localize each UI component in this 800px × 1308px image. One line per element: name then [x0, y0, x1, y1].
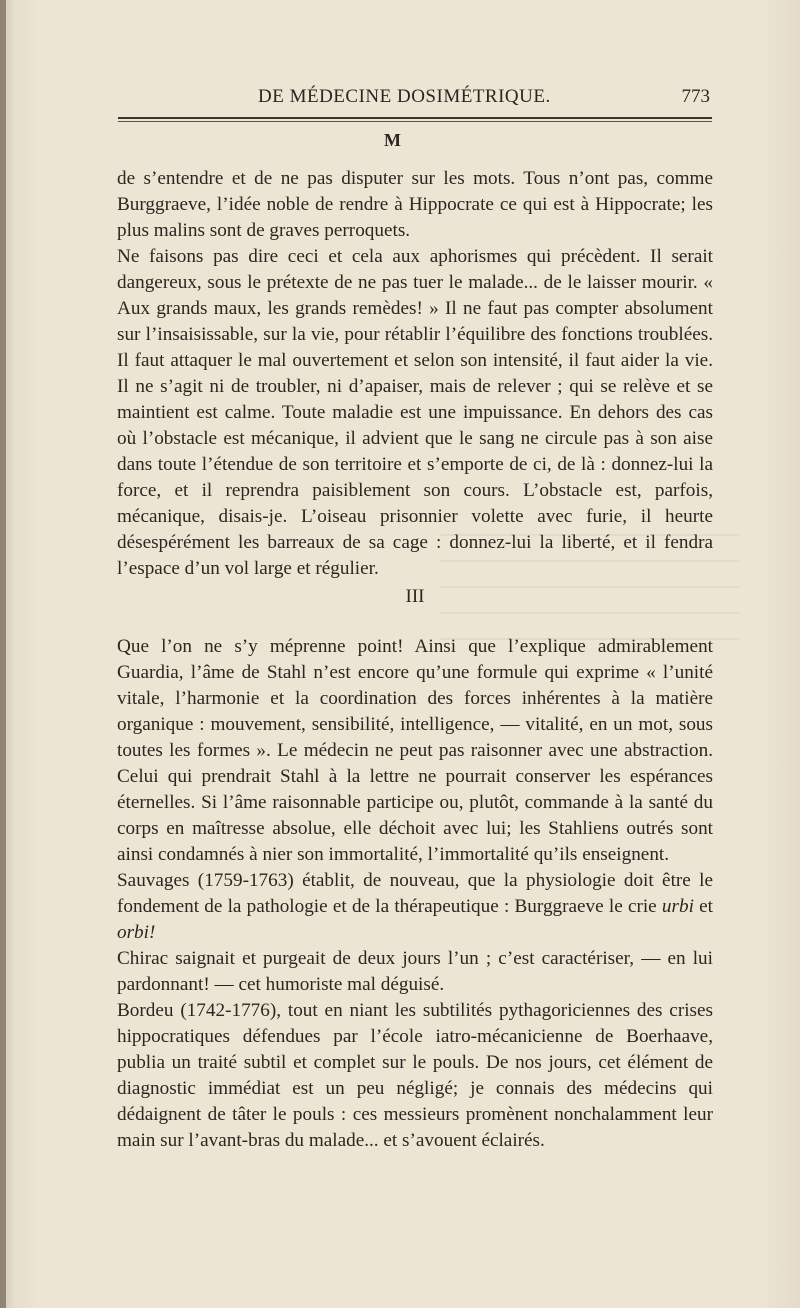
header-rule-thick [118, 117, 712, 119]
italic-urbi: urbi [661, 896, 694, 917]
body-text [117, 166, 713, 1154]
italic-orbi: orbi! [117, 922, 156, 943]
sauvages-text: Sauvages (1759-1763) établit, de nouveau, que la physiologie doit être le fondement de la pathologie et de la thérapeutique : Burggraeve le crie [117, 870, 713, 917]
page-number: 773 [681, 86, 710, 107]
page-header [118, 84, 712, 114]
paragraph: Chirac saignait et purgeait de deux jours l’un ; c’est caractériser, — en lui pardonnant! — cet humoriste mal déguisé. [117, 948, 713, 995]
paragraph-sauvages [117, 868, 713, 946]
paragraph: Que l’on ne s’y méprenne point! Ainsi que l’explique admirablement Guardia, l’âme de Stahl n’est encore qu’une formule qui exprime « l’unité vitale, l’harmonie et la coordination des forces inhérentes à la matière organique : mouvement, sensibilité, intelligence, — vitalité, en un mot, sous toutes les formes ». Le médecin ne peut pas raisonner avec une abstraction. Celui qui prendrait Stahl à la lettre ne pourrait conserver les espérances éternelles. Si l’âme raisonnable participe ou, plutôt, commande à la santé du corps en maîtresse absolue, elle déchoit avec lui; les Stahliens outrés sont ainsi condamnés à nier son immortalité, l’immortalité qu’ils enseignent. [117, 636, 713, 865]
section-number: III [405, 586, 425, 607]
header-rule-thin [118, 121, 712, 122]
section-marker: M [384, 130, 401, 150]
paragraph: de s’entendre et de ne pas disputer sur les mots. Tous n’ont pas, comme Burggraeve, l’idée noble de rendre à Hippocrate ce qui est à Hippocrate; les plus malins sont de graves perroquets. [117, 168, 713, 241]
paragraph: Bordeu (1742-1776), tout en niant les subtilités pythagoriciennes des crises hippocratiques défendues par l’école iatro-mécanicienne de Boerhaave, publia un traité subtil et complet sur le pouls. De nos jours, cet élément de diagnostic immédiat est un peu négligé; je connais des médecins qui dédaignent de tâter le pouls : ces messieurs promènent nonchalamment leur main sur l’avant-bras du malade... et s’avouent éclairés. [117, 1000, 713, 1151]
paragraph: Ne faisons pas dire ceci et cela aux aphorismes qui précèdent. Il serait dangereux, sous le prétexte de ne pas tuer le malade... de le laisser mourir. « Aux grands maux, les grands remèdes! » Il ne faut pas compter absolument sur l’insaisissable, sur la vie, pour rétablir l’équilibre des fonctions troublées. Il faut attaquer le mal ouvertement et selon son intensité, il faut aider la vie. Il ne s’agit ni de troubler, ni d’apaiser, mais de relever ; qui se relève et se maintient est calme. Toute maladie est une impuissance. En dehors des cas où l’obstacle est mécanique, il advient que le sang ne circule pas à son aise dans toute l’étendue de son territoire et s’emporte de ci, de là : donnez-lui la force, et il reprendra paisiblement son cours. L’obstacle est, parfois, mécanique, disais-je. L’oiseau prisonnier volette avec furie, il heurte désespérément les barreaux de sa cage : donnez-lui la liberté, et il fendra l’espace d’un vol large et régulier. [117, 246, 713, 579]
page-binding-edge [0, 0, 6, 1308]
running-title: DE MÉDECINE DOSIMÉTRIQUE. [258, 86, 551, 107]
joiner-text: et [693, 896, 713, 917]
